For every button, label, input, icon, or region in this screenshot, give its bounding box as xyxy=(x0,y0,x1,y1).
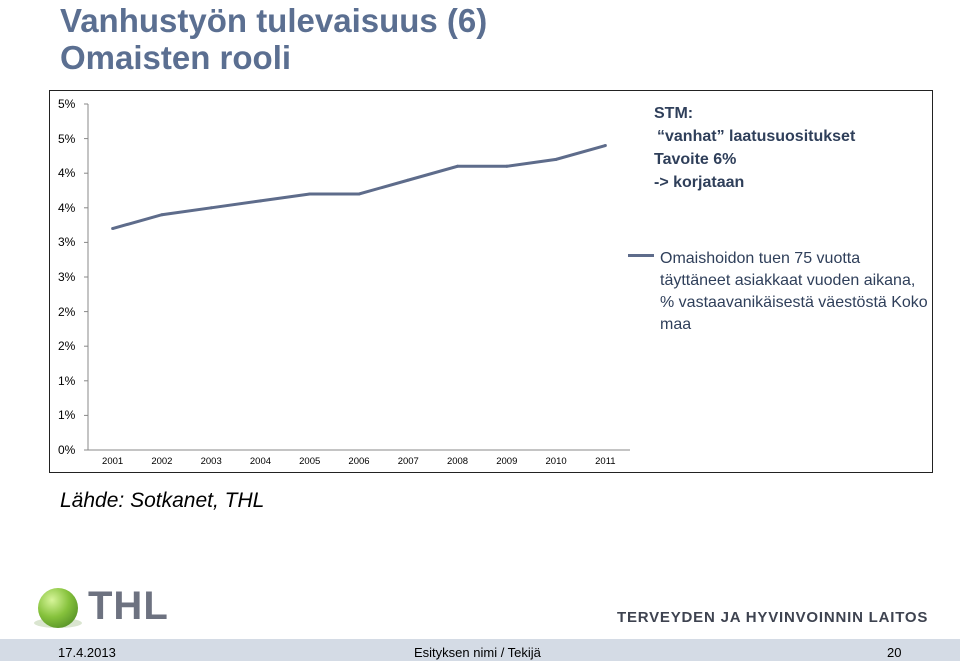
data-point xyxy=(456,165,459,168)
x-tick-label: 2010 xyxy=(545,456,567,467)
y-tick-label: 0% xyxy=(58,443,76,457)
x-tick-label: 2002 xyxy=(151,456,173,467)
x-tick-label: 2007 xyxy=(397,456,419,467)
legend-swatch xyxy=(628,254,654,257)
x-tick-label: 2006 xyxy=(348,456,370,467)
data-point xyxy=(111,227,114,230)
series-line xyxy=(113,146,606,229)
title-line-1: Vanhustyön tulevaisuus (6) xyxy=(60,2,488,39)
data-point xyxy=(604,144,607,147)
x-tick-label: 2001 xyxy=(102,456,124,467)
note-line-4: -> korjataan xyxy=(654,174,745,191)
y-tick-label: 4% xyxy=(58,166,76,181)
slide-title xyxy=(60,2,660,76)
title-line-2: Omaisten rooli xyxy=(60,39,292,76)
x-tick-label: 2003 xyxy=(200,456,222,467)
y-tick-label: 4% xyxy=(58,200,76,215)
footer-page: 20 xyxy=(887,645,902,660)
thl-logo-text: THL xyxy=(88,584,169,628)
y-tick-label: 2% xyxy=(58,304,76,319)
thl-logo-icon xyxy=(38,588,78,628)
data-point xyxy=(210,206,213,209)
y-tick-label: 3% xyxy=(58,270,76,284)
y-tick-label: 1% xyxy=(58,373,76,388)
data-point xyxy=(308,192,311,195)
x-tick-label: 2011 xyxy=(595,456,616,467)
annotation-note xyxy=(654,102,855,194)
note-line-2: “vanhat” laatusuositukset xyxy=(657,128,856,145)
data-point xyxy=(160,213,163,216)
data-point xyxy=(259,199,262,202)
note-line-3: Tavoite 6% xyxy=(654,151,737,168)
source-label: Lähde: Sotkanet, THL xyxy=(60,489,265,512)
footer-date: 17.4.2013 xyxy=(58,645,116,660)
footer-bar xyxy=(0,639,960,661)
y-tick-label: 5% xyxy=(58,131,76,146)
x-tick-label: 2009 xyxy=(496,456,518,467)
legend-label: Omaishoidon tuen 75 vuotta täyttäneet asiakkaat vuoden aikana, % vastaavanikäisestä väestöstä Koko maa xyxy=(660,250,928,333)
data-point xyxy=(505,165,508,168)
note-line-1: STM: xyxy=(654,105,694,122)
y-tick-label: 5% xyxy=(58,97,76,111)
y-tick-label: 2% xyxy=(58,339,76,354)
data-point xyxy=(407,179,410,182)
x-tick-label: 2008 xyxy=(446,456,469,467)
line-chart xyxy=(50,91,670,474)
data-point xyxy=(555,158,558,161)
data-point xyxy=(358,192,361,195)
y-tick-label: 1% xyxy=(58,408,76,423)
y-tick-label: 3% xyxy=(58,235,76,250)
footer-author: Esityksen nimi / Tekijä xyxy=(414,645,541,660)
x-tick-label: 2004 xyxy=(249,456,272,467)
x-tick-label: 2005 xyxy=(299,456,321,467)
institute-name: TERVEYDEN JA HYVINVOINNIN LAITOS xyxy=(617,609,929,626)
